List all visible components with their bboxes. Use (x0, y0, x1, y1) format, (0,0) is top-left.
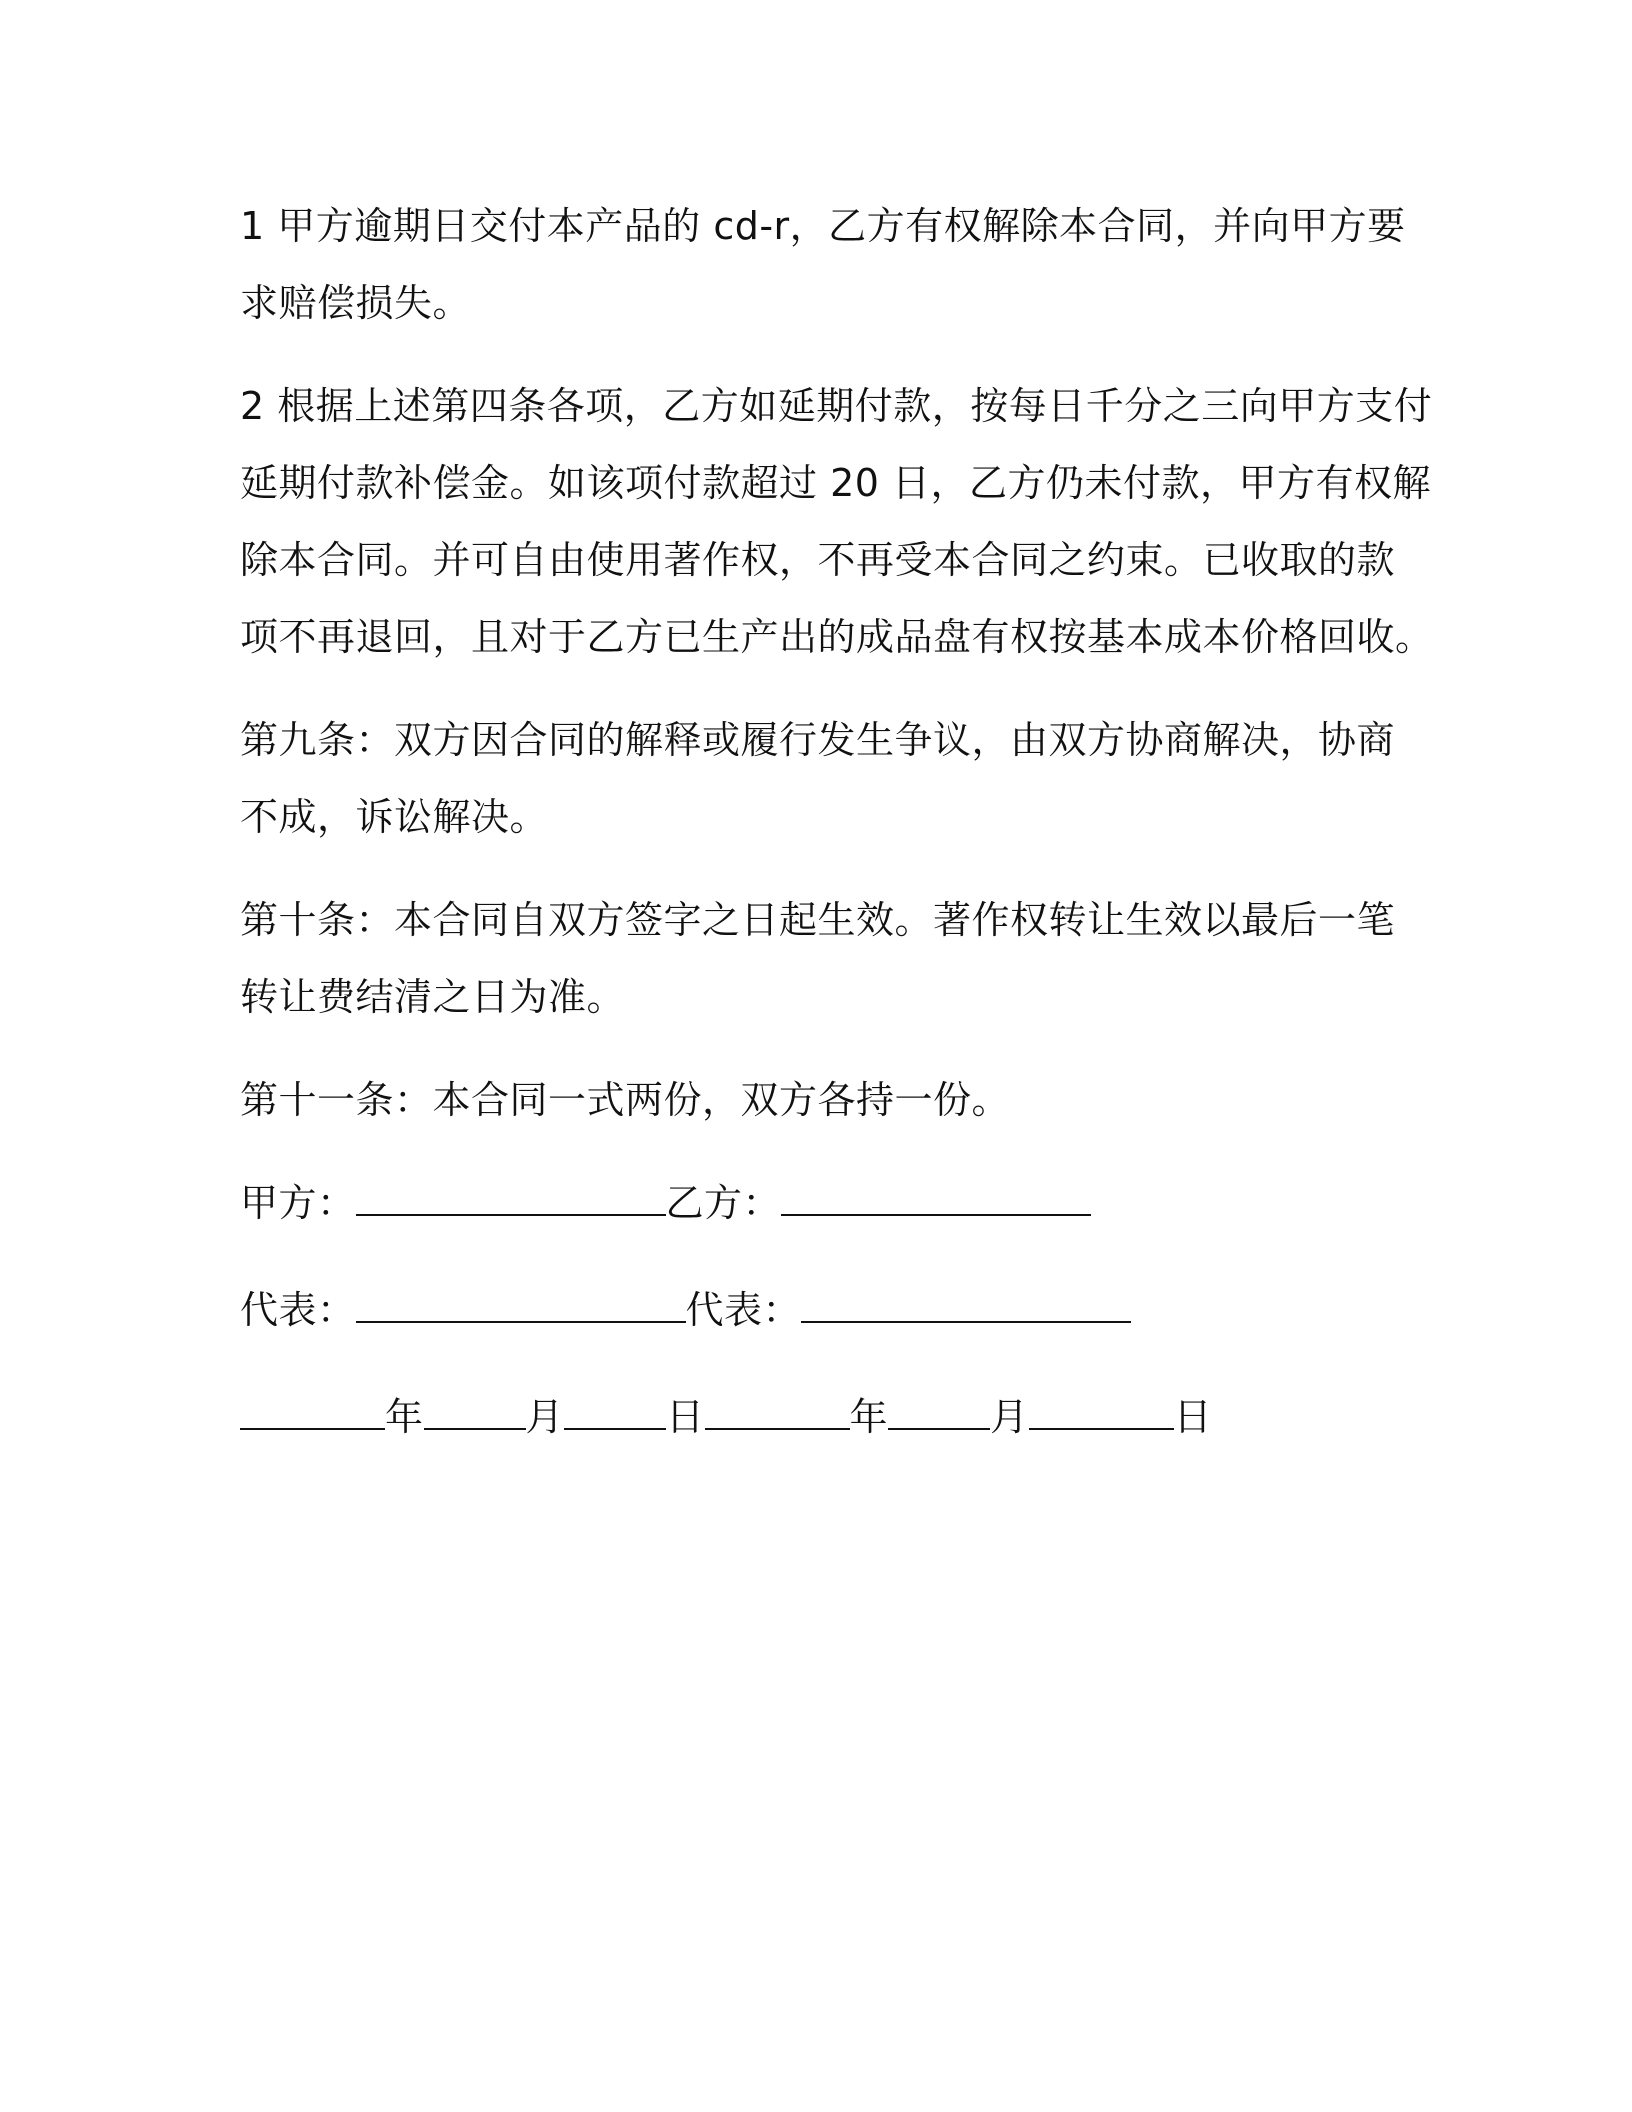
text-line: 延期付款补偿金。如该项付款超过 20 日，乙方仍未付款，甲方有权解 (240, 461, 1432, 505)
party-b-label: 乙方： (665, 1181, 782, 1225)
clause-paragraph (240, 1062, 1400, 1139)
date-line (240, 1379, 1400, 1456)
year-label: 年 (385, 1395, 424, 1439)
text-line: 2 根据上述第四条各项，乙方如延期付款，按每日千分之三向甲方支付 (240, 384, 1433, 428)
clause-paragraph (240, 368, 1434, 676)
party-a-blank[interactable] (356, 1180, 666, 1216)
day-label: 日 (1173, 1395, 1213, 1439)
party-signature-line (240, 1165, 1400, 1242)
party-a-label: 甲方： (240, 1181, 356, 1225)
rep-b-label: 代表： (685, 1288, 802, 1332)
year-b-blank[interactable] (705, 1394, 850, 1430)
text-line: 第十条：本合同自双方签字之日起生效。著作权转让生效以最后一笔 (240, 898, 1396, 942)
month-a-blank[interactable] (424, 1394, 526, 1430)
rep-a-label: 代表： (240, 1288, 356, 1332)
text-line: 项不再退回，且对于乙方已生产出的成品盘有权按基本成本价格回收。 (240, 615, 1434, 659)
text-line: 1 甲方逾期日交付本产品的 cd-r，乙方有权解除本合同，并向甲方要 (240, 204, 1406, 248)
clause-paragraph (240, 882, 1400, 1036)
day-b-blank[interactable] (1029, 1394, 1174, 1430)
representative-signature-line (240, 1272, 1400, 1349)
year-label: 年 (849, 1395, 889, 1439)
month-label: 月 (525, 1395, 565, 1439)
text-line: 求赔偿损失。 (240, 281, 472, 325)
clause-paragraph (240, 188, 1406, 342)
rep-a-blank[interactable] (356, 1287, 686, 1323)
clause-paragraph (240, 702, 1400, 856)
month-label: 月 (990, 1395, 1029, 1439)
text-line: 第九条：双方因合同的解释或履行发生争议，由双方协商解决，协商 (240, 718, 1396, 762)
text-line: 第十一条：本合同一式两份，双方各持一份。 (240, 1078, 1011, 1122)
text-line: 不成，诉讼解决。 (240, 795, 549, 839)
year-a-blank[interactable] (240, 1394, 385, 1430)
day-label: 日 (666, 1395, 705, 1439)
rep-b-blank[interactable] (801, 1287, 1131, 1323)
party-b-blank[interactable] (781, 1180, 1091, 1216)
month-b-blank[interactable] (888, 1394, 990, 1430)
document-body (240, 188, 1434, 1456)
text-line: 除本合同。并可自由使用著作权，不再受本合同之约束。已收取的款 (240, 538, 1396, 582)
text-line: 转让费结清之日为准。 (240, 975, 626, 1019)
day-a-blank[interactable] (564, 1394, 666, 1430)
